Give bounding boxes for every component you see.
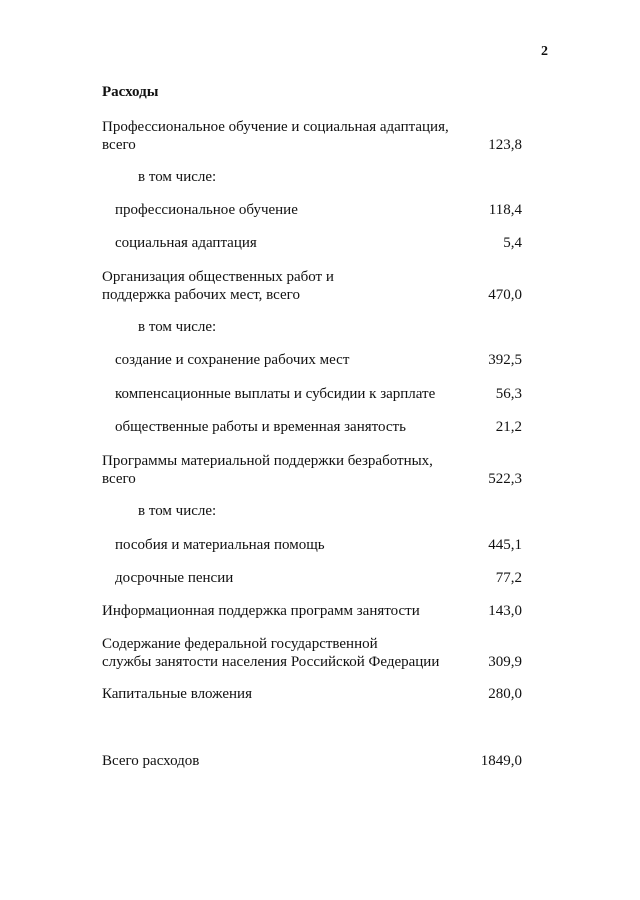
- row-label: общественные работы и временная занятость: [115, 419, 406, 435]
- row-label: в том числе:: [138, 319, 217, 335]
- row-value: 1849,0: [480, 753, 522, 769]
- row-label: Информационная поддержка программ занятости: [102, 603, 420, 619]
- row-label: Профессиональное обучение и социальная адаптация, всего: [102, 119, 449, 153]
- row-public-works-total: [102, 268, 532, 304]
- row-value: 5,4: [503, 235, 522, 251]
- row-job-creation: [102, 351, 532, 369]
- row-value: 392,5: [488, 352, 522, 368]
- row-information-support: [102, 602, 532, 620]
- row-label: профессиональное обучение: [115, 202, 298, 218]
- section-heading: Расходы: [102, 84, 159, 100]
- row-label: Программы материальной поддержки безработных, всего: [102, 453, 433, 487]
- row-wage-subsidies: [102, 385, 532, 403]
- row-early-pensions: [102, 569, 532, 587]
- page-number: 2: [541, 44, 548, 59]
- row-label: Всего расходов: [102, 753, 200, 769]
- row-label: создание и сохранение рабочих мест: [115, 352, 350, 368]
- row-unemployed-support-total: [102, 452, 532, 488]
- row-employment-service-maintenance: [102, 635, 532, 671]
- row-capital-investment: [102, 685, 532, 703]
- row-temporary-employment: [102, 418, 532, 436]
- row-label: Организация общественных работ и поддержка рабочих мест, всего: [102, 269, 334, 303]
- row-benefits: [102, 536, 532, 554]
- row-label: в том числе:: [138, 503, 217, 519]
- row-label: в том числе:: [138, 169, 217, 185]
- row-label: пособия и материальная помощь: [115, 537, 325, 553]
- row-value: 445,1: [488, 537, 522, 553]
- row-label: компенсационные выплаты и субсидии к зарплате: [115, 386, 436, 402]
- row-value: 56,3: [495, 386, 522, 402]
- row-label: Капитальные вложения: [102, 686, 252, 702]
- row-label: досрочные пенсии: [115, 570, 234, 586]
- row-including-note: [102, 502, 532, 520]
- row-social-adaptation: [102, 234, 532, 252]
- row-value: 143,0: [488, 603, 522, 619]
- row-value: 522,3: [488, 471, 522, 487]
- row-value: 77,2: [495, 570, 522, 586]
- row-label: Содержание федеральной государственной службы занятости населения Российской Федерации: [102, 636, 440, 670]
- row-value: 123,8: [488, 137, 522, 153]
- row-label: социальная адаптация: [115, 235, 257, 251]
- row-value: 470,0: [488, 287, 522, 303]
- row-total-expenses: [102, 752, 532, 770]
- row-value: 118,4: [488, 202, 522, 218]
- row-value: 280,0: [488, 686, 522, 702]
- row-including-note: [102, 318, 532, 336]
- row-value: 21,2: [495, 419, 522, 435]
- row-vocational-training: [102, 201, 532, 219]
- row-value: 309,9: [488, 654, 522, 670]
- row-including-note: [102, 168, 532, 186]
- row-vocational-training-total: [102, 118, 532, 154]
